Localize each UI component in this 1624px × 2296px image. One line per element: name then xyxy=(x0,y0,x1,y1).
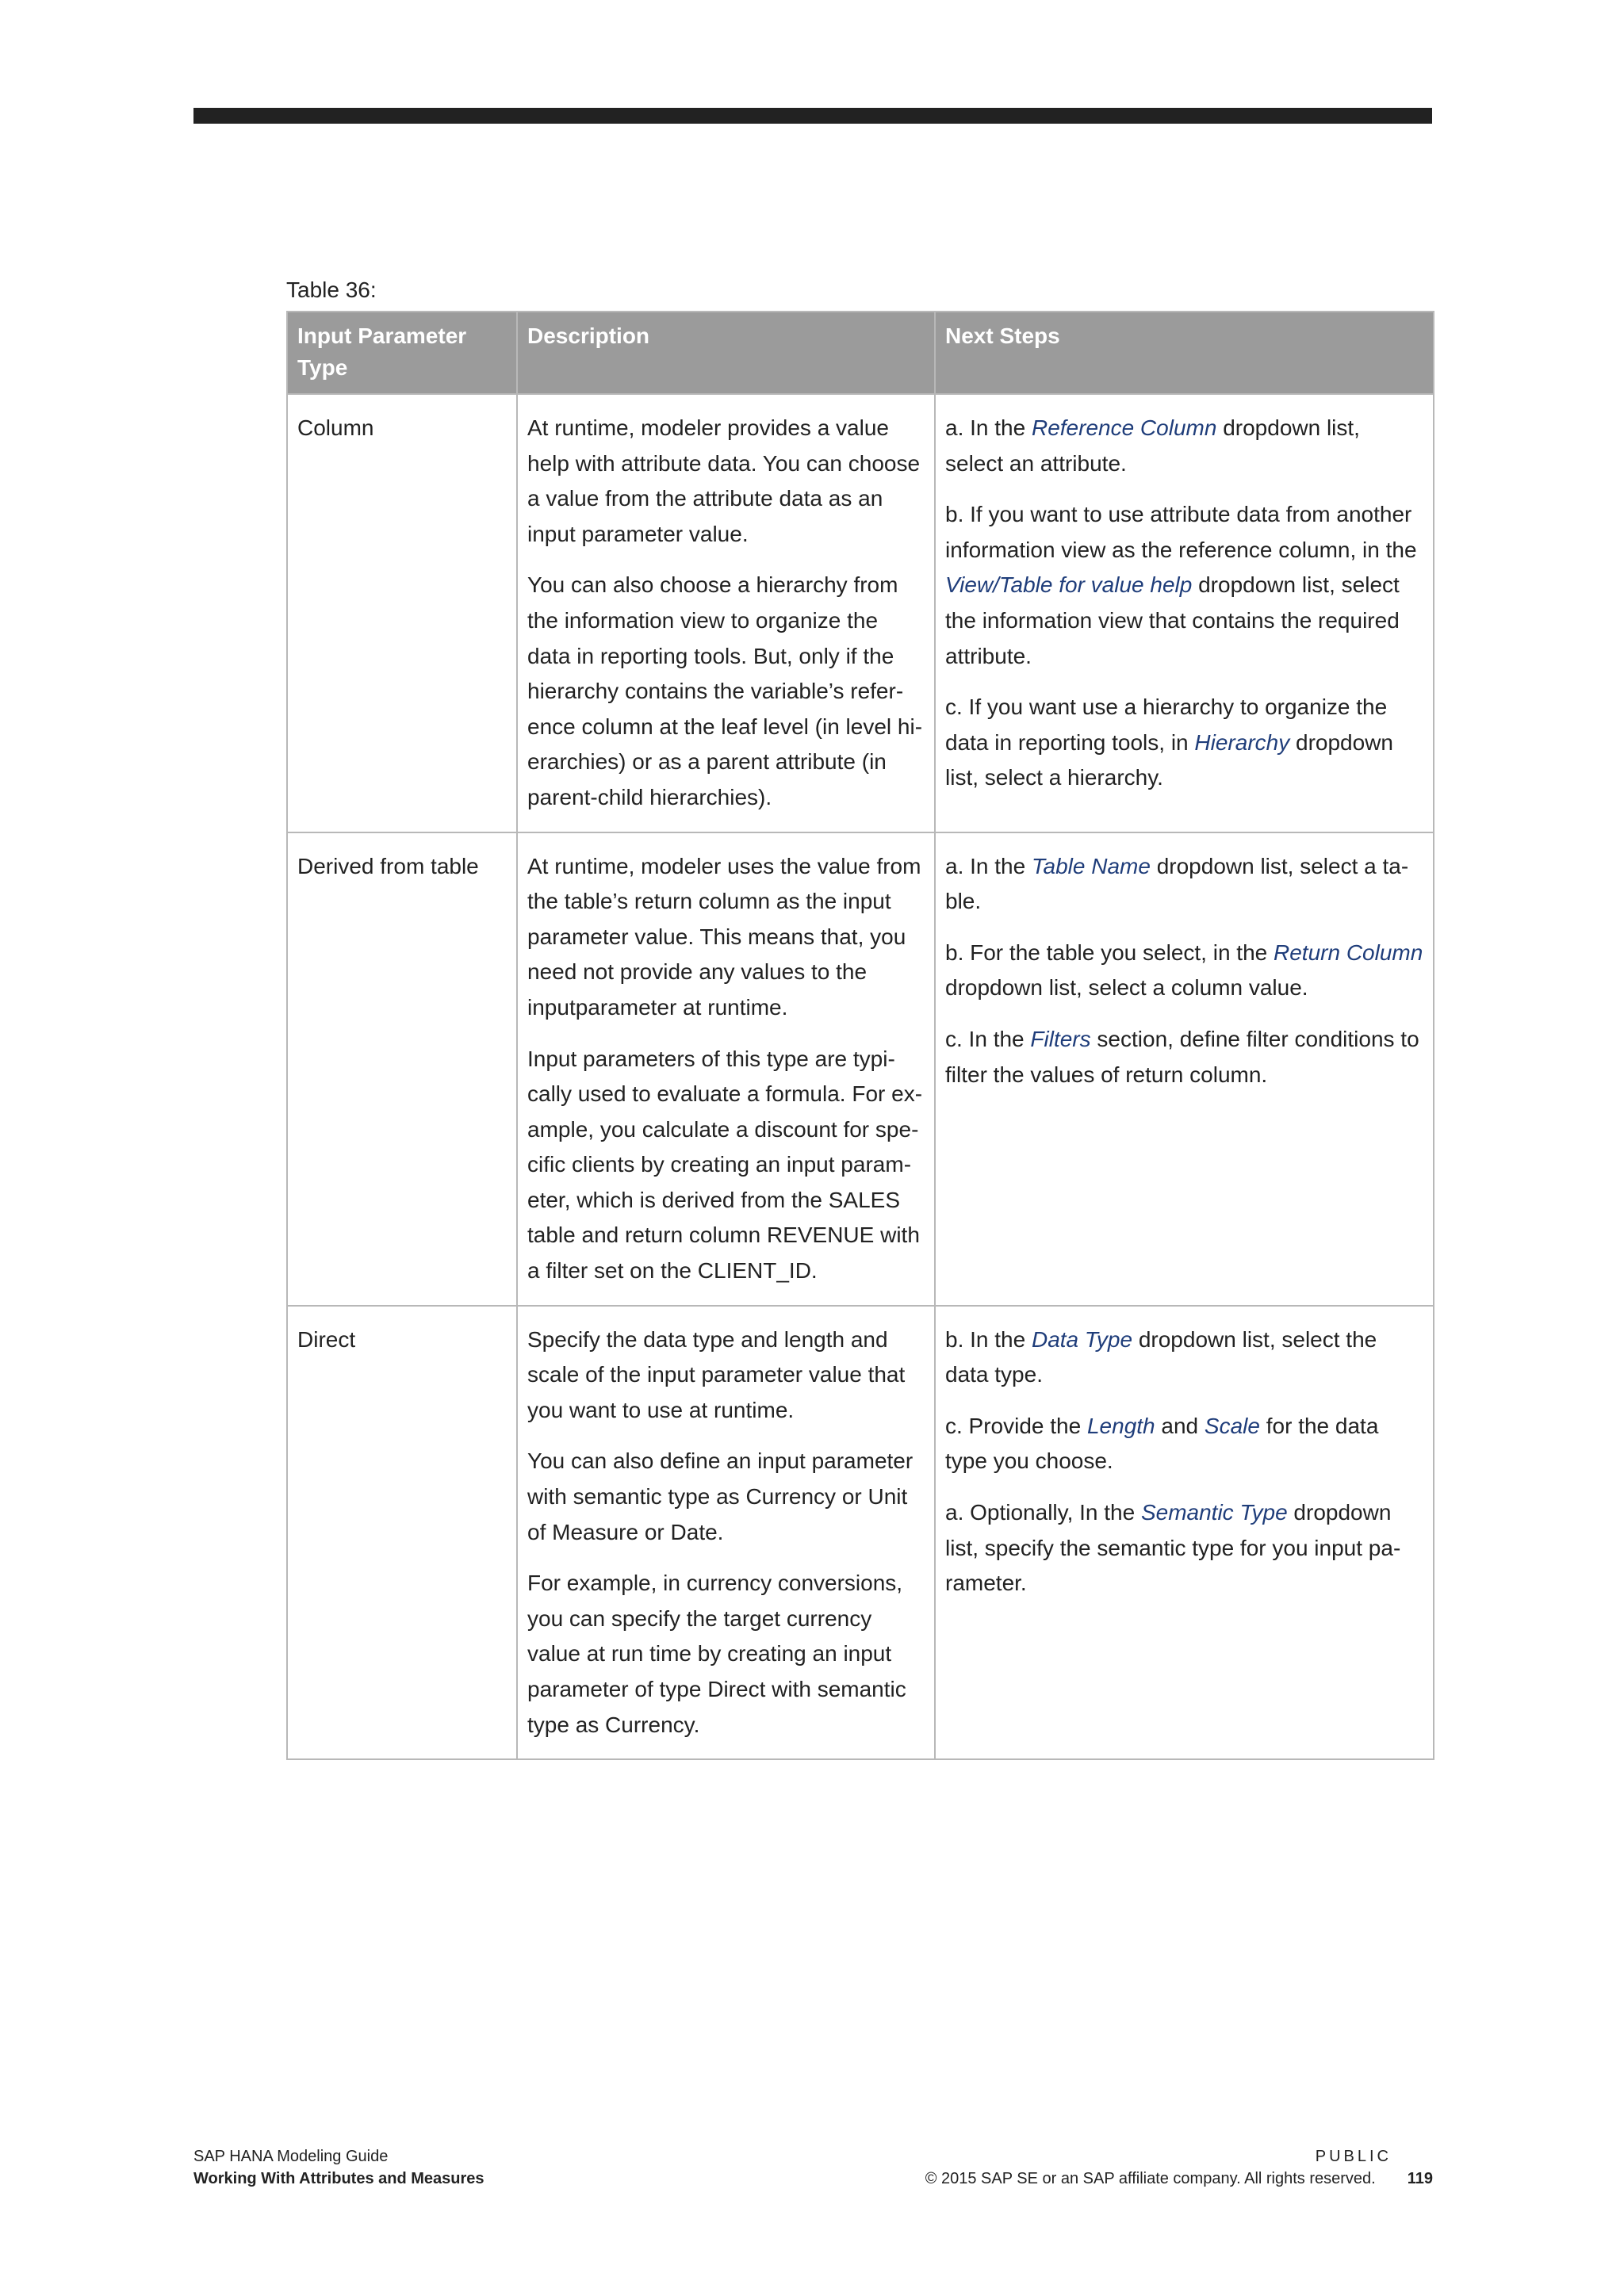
parameter-type-cell: Column xyxy=(287,394,517,832)
footer-guide-title: SAP HANA Modeling Guide xyxy=(193,2148,389,2165)
column-header-next-steps: Next Steps xyxy=(935,312,1434,394)
table-row xyxy=(287,394,1434,832)
ui-term-reference-column: Reference Column xyxy=(1031,415,1217,440)
table-row xyxy=(287,832,1434,1306)
description-paragraph: You can also choose a hierarchy from the information view to organize the data in reporting tools. But, only if the hierarchy contains the variable’s reference column at the leaf level (in level hierarchies) or as a parent attribute (in parent-child hierarchies). xyxy=(527,572,923,809)
ui-term-filters: Filters xyxy=(1030,1026,1091,1051)
description-cell xyxy=(517,394,935,832)
step-paragraph: a. In the Reference Column dropdown list, select an attribute. xyxy=(945,415,1360,476)
ui-term-return-column: Return Column xyxy=(1274,939,1423,965)
step-paragraph: a. In the Table Name dropdown list, select a table. xyxy=(945,853,1409,914)
description-cell xyxy=(517,1306,935,1760)
ui-term-length: Length xyxy=(1086,1413,1155,1438)
parameter-type-cell: Derived from table xyxy=(287,832,517,1306)
table-caption: Table 36: xyxy=(286,277,377,302)
page-number: 119 xyxy=(1407,2170,1433,2187)
step-paragraph: a. Optionally, In the Semantic Type dropdown list, specify the semantic type for you input parameter. xyxy=(945,1500,1401,1596)
footer-left xyxy=(193,2145,485,2190)
parameter-type-cell: Direct xyxy=(287,1306,517,1760)
next-steps-cell xyxy=(935,394,1434,832)
description-paragraph: For example, in currency conversions, you can specify the target currency value at run time by creating an input parameter of type Direct with semantic type as Currency. xyxy=(527,1571,906,1737)
ui-term-data-type: Data Type xyxy=(1031,1326,1133,1352)
ui-term-hierarchy: Hierarchy xyxy=(1194,729,1290,755)
description-paragraph: Input parameters of this type are typically used to evaluate a formula. For example, you calculate a discount for specific clients by creating an input parameter, which is derived from the SALES table and return column REVENUE with a filter set on the CLIENT_ID. xyxy=(527,1046,923,1284)
footer-copyright: © 2015 SAP SE or an SAP affiliate company. All rights reserved. xyxy=(925,2170,1376,2187)
ui-term-scale: Scale xyxy=(1204,1413,1260,1438)
ui-term-semantic-type: Semantic Type xyxy=(1140,1500,1288,1525)
description-cell xyxy=(517,832,935,1306)
step-paragraph: b. If you want to use attribute data from another information view as the reference column, in the View/Table for value help dropdown list, select the information view that contains the required attribute. xyxy=(945,502,1417,668)
column-header-description: Description xyxy=(517,312,935,394)
description-paragraph: Specify the data type and length and scale of the input parameter value that you want to use at runtime. xyxy=(527,1326,906,1422)
next-steps-cell xyxy=(935,832,1434,1306)
ui-term-view-table-value-help: View/Table for value help xyxy=(945,572,1193,598)
top-rule-bar xyxy=(193,108,1432,124)
step-paragraph: c. If you want use a hierarchy to organize the data in reporting tools, in Hierarchy dropdown list, select a hierarchy. xyxy=(945,695,1393,790)
description-paragraph: At runtime, modeler uses the value from the table’s return column as the input parameter value. This means that, you need not provide any values to the inputparameter at runtime. xyxy=(527,853,921,1020)
next-steps-cell xyxy=(935,1306,1434,1760)
step-paragraph: b. In the Data Type dropdown list, select the data type. xyxy=(945,1326,1377,1387)
table-row xyxy=(287,1306,1434,1760)
input-parameter-table xyxy=(286,311,1434,1760)
table-header-row xyxy=(287,312,1434,394)
footer-chapter-title: Working With Attributes and Measures xyxy=(193,2170,485,2187)
ui-term-table-name: Table Name xyxy=(1031,853,1151,878)
footer-classification: PUBLIC xyxy=(1315,2148,1392,2165)
column-header-input-parameter-type: Input Parameter Type xyxy=(287,312,517,394)
step-paragraph: b. For the table you select, in the Return Column dropdown list, select a column value. xyxy=(945,939,1423,1001)
step-paragraph: c. In the Filters section, define filter conditions to filter the values of return column. xyxy=(945,1026,1419,1087)
description-paragraph: You can also define an input parameter with semantic type as Currency or Unit of Measure or Date. xyxy=(527,1448,914,1544)
footer-right xyxy=(925,2145,1433,2190)
step-paragraph: c. Provide the Length and Scale for the data type you choose. xyxy=(945,1413,1379,1474)
footer-copyright-line xyxy=(925,2168,1433,2190)
description-paragraph: At runtime, modeler provides a value help with attribute data. You can choose a value from the attribute data as an input parameter value. xyxy=(527,415,921,546)
